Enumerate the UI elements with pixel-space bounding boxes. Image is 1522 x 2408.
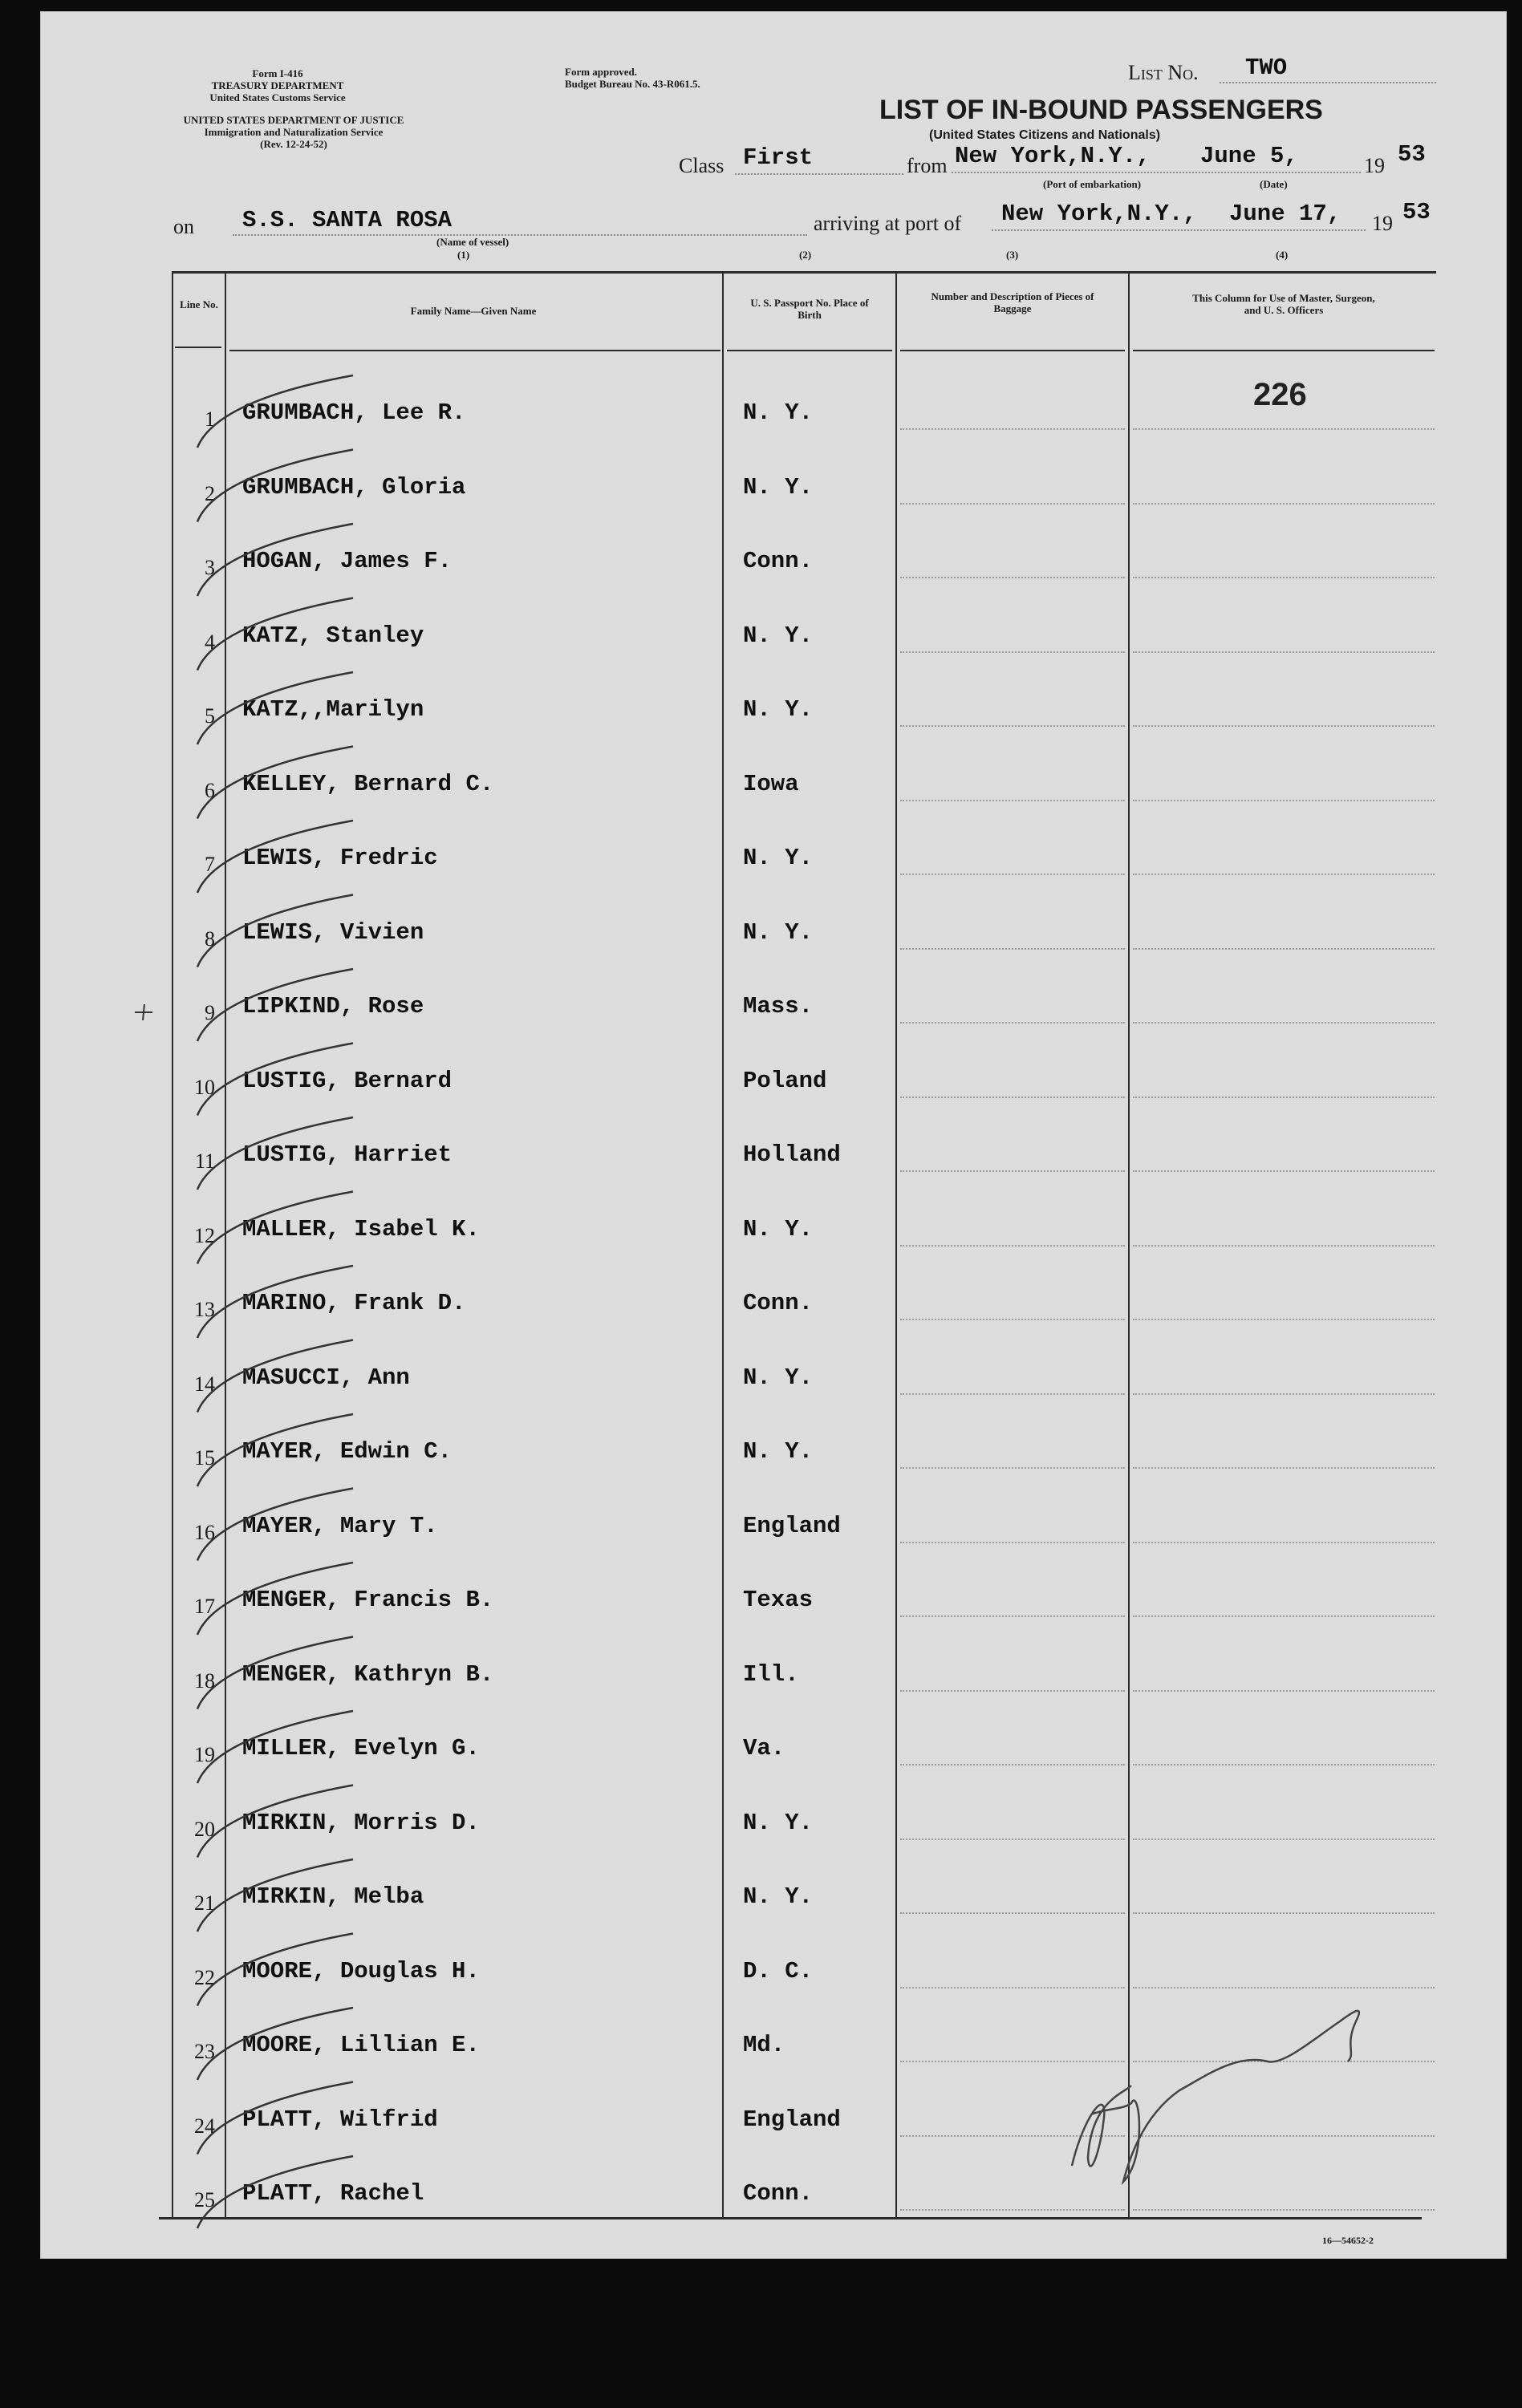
- passenger-name: PLATT, Rachel: [242, 2180, 424, 2207]
- arriving-label: arriving at port of: [814, 212, 962, 235]
- page-subtitle: (United States Citizens and Nationals): [929, 128, 1161, 142]
- dept-customs: United States Customs Service: [209, 91, 346, 103]
- place-of-birth: Md.: [743, 2032, 785, 2058]
- place-of-birth: Ill.: [743, 1660, 799, 1688]
- check-mark: [197, 375, 353, 448]
- place-of-birth: N. Y.: [743, 1438, 814, 1465]
- passenger-name: LUSTIG, Bernard: [242, 1067, 453, 1094]
- from-year: 53: [1398, 141, 1426, 168]
- check-mark: [197, 895, 353, 967]
- line-number: 25: [194, 2188, 215, 2211]
- passenger-name: LUSTIG, Harriet: [242, 1141, 453, 1168]
- passenger-name: GRUMBACH, Lee R.: [242, 399, 466, 426]
- line-number: 17: [194, 1595, 215, 1618]
- place-of-birth: Poland: [743, 1067, 827, 1094]
- line-number: 20: [194, 1817, 215, 1841]
- passenger-name: MENGER, Kathryn B.: [242, 1660, 494, 1688]
- column-caption-1: (1): [457, 249, 470, 261]
- arrival-year: 53: [1402, 199, 1431, 225]
- budget-bureau: Budget Bureau No. 43-R061.5.: [565, 78, 700, 90]
- place-of-birth: Conn.: [743, 1290, 814, 1316]
- line-number: 8: [205, 926, 215, 951]
- line-number: 11: [194, 1149, 215, 1173]
- form-revision: (Rev. 12-24-52): [260, 138, 327, 150]
- line-number: 22: [194, 1965, 215, 1989]
- check-mark: [197, 1859, 353, 1932]
- check-marks: [197, 375, 353, 2228]
- port-caption: (Port of embarkation): [1043, 178, 1142, 190]
- check-mark: [197, 1786, 353, 1858]
- passenger-name: GRUMBACH, Gloria: [242, 473, 466, 501]
- from-port: New York,N.Y.,: [955, 143, 1151, 169]
- passenger-name: MILLER, Evelyn G.: [242, 1735, 480, 1761]
- check-mark: [197, 2082, 353, 2155]
- column-caption-4: (4): [1276, 249, 1289, 261]
- check-mark: [197, 1489, 353, 1561]
- page-title: LIST OF IN-BOUND PASSENGERS: [879, 95, 1323, 125]
- vessel-name: S.S. SANTA ROSA: [242, 207, 453, 233]
- line-number: 16: [194, 1520, 215, 1544]
- passenger-name: MASUCCI, Ann: [242, 1364, 410, 1391]
- line-number: 1: [205, 407, 215, 431]
- check-mark: [197, 1414, 353, 1486]
- place-of-birth: N. Y.: [743, 1809, 814, 1836]
- check-mark: [197, 1340, 353, 1413]
- check-mark: [197, 524, 353, 596]
- line-number: 10: [194, 1075, 215, 1099]
- line-number: 14: [194, 1372, 215, 1396]
- line-number: 3: [205, 556, 215, 579]
- line-number: 18: [194, 1668, 215, 1692]
- line-number: 9: [205, 1001, 215, 1024]
- dept-ins: Immigration and Naturalization Service: [204, 126, 384, 138]
- on-label: on: [173, 215, 194, 238]
- place-of-birth: Conn.: [743, 2180, 814, 2207]
- place-of-birth: D. C.: [743, 1957, 814, 1984]
- passenger-name: MALLER, Isabel K.: [242, 1215, 480, 1243]
- class-value: First: [743, 144, 814, 171]
- header-name: Family Name—Given Name: [410, 305, 537, 317]
- passenger-name: MENGER, Francis B.: [242, 1587, 494, 1613]
- date-caption: (Date): [1260, 178, 1288, 190]
- passenger-name: LEWIS, Vivien: [242, 918, 424, 946]
- passenger-name: MIRKIN, Melba: [242, 1883, 424, 1910]
- line-number: 23: [194, 2040, 215, 2063]
- check-mark: [197, 598, 353, 671]
- line-number: 12: [194, 1223, 215, 1247]
- passenger-name: LEWIS, Fredric: [242, 845, 438, 871]
- check-mark: [197, 1934, 353, 2006]
- footer-code: 16—54652-2: [1322, 2235, 1374, 2246]
- line-number: 6: [205, 778, 215, 802]
- place-of-birth: N. Y.: [743, 918, 814, 946]
- officer-note: 226: [1253, 377, 1307, 412]
- check-mark: [197, 672, 353, 744]
- check-mark: [197, 1117, 353, 1190]
- passenger-name: MIRKIN, Morris D.: [242, 1809, 480, 1836]
- line-number: 19: [194, 1743, 215, 1766]
- place-of-birth: N. Y.: [743, 1883, 814, 1910]
- check-mark: [197, 2156, 353, 2228]
- from-label: from: [907, 154, 948, 177]
- line-number: 13: [194, 1298, 215, 1321]
- arrival-port: New York,N.Y.,: [1001, 201, 1197, 227]
- dept-treasury: TREASURY DEPARTMENT: [211, 79, 344, 91]
- place-of-birth: Conn.: [743, 548, 814, 574]
- place-of-birth: Va.: [743, 1735, 785, 1761]
- check-mark: [197, 1563, 353, 1635]
- place-of-birth: N. Y.: [743, 1364, 814, 1391]
- form-number: Form I-416: [252, 67, 303, 79]
- passenger-name: KELLEY, Bernard C.: [242, 770, 494, 797]
- class-label: Class: [679, 154, 724, 177]
- place-of-birth: N. Y.: [743, 622, 814, 649]
- place-of-birth: N. Y.: [743, 1215, 814, 1243]
- line-number: 5: [205, 704, 215, 728]
- passenger-name: MARINO, Frank D.: [242, 1290, 466, 1316]
- passenger-name: KATZ,,Marilyn: [242, 696, 424, 723]
- place-of-birth: Mass.: [743, 993, 814, 1020]
- place-of-birth: Holland: [743, 1141, 841, 1168]
- place-of-birth: Iowa: [743, 770, 799, 797]
- check-mark: [197, 1711, 353, 1783]
- line-number: 21: [194, 1891, 215, 1915]
- place-of-birth: England: [743, 1512, 841, 1539]
- check-mark: [197, 1266, 353, 1338]
- passenger-name: HOGAN, James F.: [242, 548, 453, 574]
- check-mark: [197, 821, 353, 893]
- tick-mark: [135, 1004, 152, 1020]
- arrival-year-prefix: 19: [1372, 212, 1393, 235]
- header-passport: U. S. Passport No. Place of Birth: [750, 297, 869, 321]
- header-line-no: Line No.: [180, 298, 218, 310]
- place-of-birth: N. Y.: [743, 845, 814, 871]
- place-of-birth: N. Y.: [743, 696, 814, 723]
- officer-signature: [1072, 2011, 1359, 2182]
- passenger-name: MAYER, Edwin C.: [242, 1438, 453, 1465]
- line-number: 15: [194, 1446, 215, 1470]
- passenger-name: MAYER, Mary T.: [242, 1512, 438, 1539]
- place-of-birth: N. Y.: [743, 399, 814, 426]
- check-mark: [197, 450, 353, 522]
- check-mark: [197, 969, 353, 1041]
- header-officers: This Column for Use of Master, Surgeon, and U. S. Officers: [1192, 292, 1375, 316]
- column-caption-3: (3): [1006, 249, 1019, 261]
- passenger-name: MOORE, Lillian E.: [242, 2032, 480, 2058]
- approved-line: Form approved.: [565, 66, 638, 78]
- place-of-birth: England: [743, 2106, 841, 2133]
- vessel-caption: (Name of vessel): [436, 236, 509, 248]
- line-number: 2: [205, 481, 215, 505]
- dept-justice: UNITED STATES DEPARTMENT OF JUSTICE: [183, 114, 404, 126]
- check-mark: [197, 1044, 353, 1116]
- header-baggage: Number and Description of Pieces of Baggage: [931, 290, 1094, 314]
- line-number: 4: [205, 630, 215, 654]
- line-number: 7: [205, 853, 215, 876]
- arrival-date: June 17,: [1229, 201, 1341, 227]
- check-mark: [197, 1192, 353, 1264]
- check-mark: [197, 2008, 353, 2080]
- check-mark: [197, 1637, 353, 1709]
- line-number: 24: [194, 2114, 215, 2138]
- place-of-birth: N. Y.: [743, 473, 814, 501]
- from-date: June 5,: [1200, 143, 1298, 169]
- list-no-value: TWO: [1245, 55, 1288, 81]
- column-caption-2: (2): [799, 249, 812, 261]
- list-no-label: List No.: [1128, 61, 1199, 84]
- passenger-name: PLATT, Wilfrid: [242, 2106, 438, 2133]
- from-year-prefix: 19: [1364, 154, 1385, 177]
- check-mark: [197, 747, 353, 819]
- passenger-name: MOORE, Douglas H.: [242, 1957, 480, 1984]
- passenger-name: LIPKIND, Rose: [242, 993, 424, 1020]
- passenger-name: KATZ, Stanley: [242, 622, 424, 649]
- place-of-birth: Texas: [743, 1587, 814, 1613]
